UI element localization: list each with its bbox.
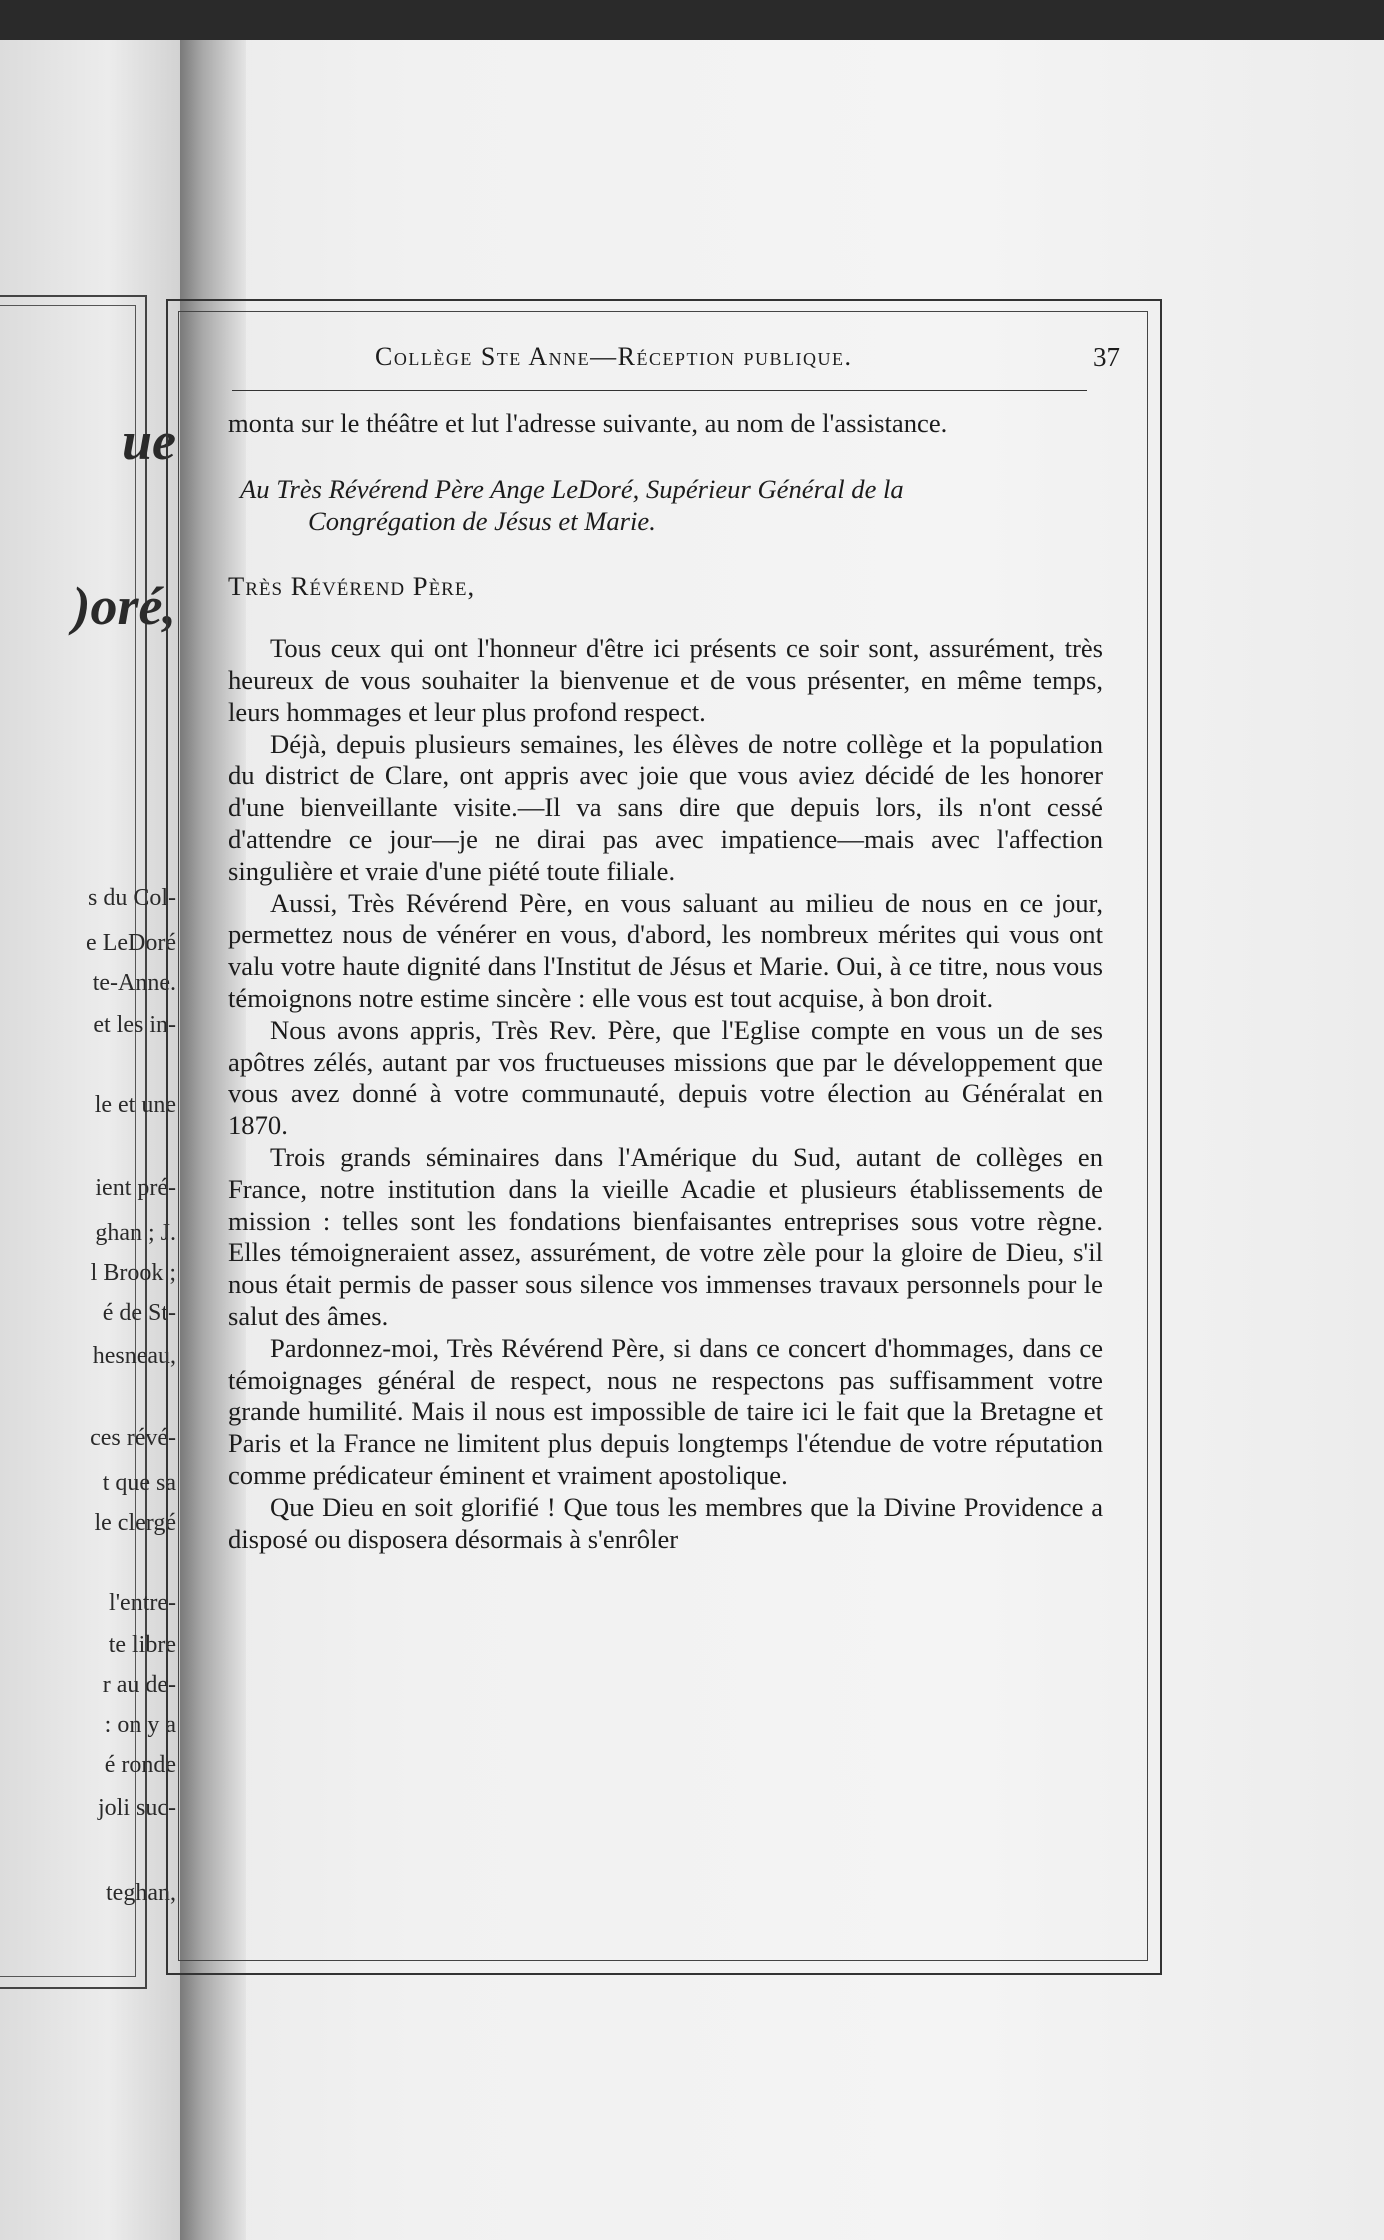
address-line-1: Au Très Révérend Père Ange LeDoré, Supérieur Général de la xyxy=(240,473,904,504)
facing-page-fragment: le clergé xyxy=(94,1510,176,1536)
facing-page-fragment: teghan, xyxy=(106,1880,176,1906)
address-line-2: Congrégation de Jésus et Marie. xyxy=(308,505,656,536)
paragraph-7: Que Dieu en soit glorifié ! Que tous les membres que la Divine Providence a disposé ou disposera désormais à s'enrôler xyxy=(228,1491,1103,1554)
facing-page-fragment: joli suc- xyxy=(98,1795,176,1821)
paragraph-6: Pardonnez-moi, Très Révérend Père, si dans ce concert d'hommages, dans ce témoignages général de respect, nous ne respectons pas suffisamment votre grande humilité. Mais il nous est impossible de taire ici le fait que la Bretagne et Paris et la France ne limitent plus depuis longtemps l'étendue de votre réputation comme prédicateur éminent et vraiment apostolique. xyxy=(228,1332,1103,1490)
facing-page-fragment: l'entre- xyxy=(109,1590,176,1616)
facing-page-fragment: s du Col- xyxy=(87,885,176,911)
facing-page-fragment: )oré, xyxy=(72,576,176,636)
facing-page-fragment: l Brook ; xyxy=(90,1260,176,1286)
running-header xyxy=(240,342,1120,382)
facing-page-fragment: ient pré- xyxy=(95,1175,176,1201)
facing-page-fragment: le et une xyxy=(94,1092,176,1118)
paragraph-4: Nous avons appris, Très Rev. Père, que l'Eglise compte en vous un de ses apôtres zélés, autant par vos fructueuses missions que par le développement que vous avez donné à votre communauté, depuis votre élection au Généralat en 1870. xyxy=(228,1014,1103,1141)
facing-page-fragment: é de St- xyxy=(102,1300,176,1326)
facing-page-fragment: : on y a xyxy=(104,1712,176,1738)
paragraph-1: Tous ceux qui ont l'honneur d'être ici présents ce soir sont, assurément, très heureux de vous souhaiter la bienvenue et de vous présenter, en même temps, leurs hommages et leur plus profond respect. xyxy=(228,633,1103,727)
facing-page-fragment: ces révé- xyxy=(90,1425,176,1451)
address-heading xyxy=(228,474,1103,538)
facing-page-fragment: ue xyxy=(122,411,176,471)
opening-paragraph: monta sur le théâtre et lut l'adresse suivante, au nom de l'assistance. xyxy=(228,408,948,438)
facing-page-fragment: r au de- xyxy=(102,1672,176,1698)
facing-page-fragment: te libre xyxy=(108,1632,176,1658)
facing-page-fragment: ghan ; J. xyxy=(95,1220,176,1246)
facing-page-fragment: et les in- xyxy=(93,1012,176,1038)
paragraph-5: Trois grands séminaires dans l'Amérique du Sud, autant de collèges en France, notre institution dans la vieille Acadie et plusieurs établissements de mission : telles sont les fondations bienfaisantes entreprises sous votre règne. Elles témoigneraient assez, assurément, de votre zèle pour la gloire de Dieu, s'il nous était permis de passer sous silence vos immenses travaux personnels pour le salut des âmes. xyxy=(228,1141,1103,1331)
header-rule xyxy=(232,390,1087,391)
page-body xyxy=(228,408,1103,1555)
facing-page-fragment: te-Anne. xyxy=(92,970,176,996)
facing-page-fragment: e LeDoré xyxy=(86,930,176,956)
paragraph-2: Déjà, depuis plusieurs semaines, les élèves de notre collège et la population du district de Clare, ont appris avec joie que vous aviez décidé de les honorer d'une bienveillante visite.—Il va sans dire que depuis lors, ils n'ont cessé d'attendre ce jour—je ne dirai pas avec impatience—mais avec l'affection singulière et vraie d'une piété toute filiale. xyxy=(228,728,1103,886)
paragraph-3: Aussi, Très Révérend Père, en vous saluant au milieu de nous en ce jour, permettez nous de vénérer en vous, d'abord, les nombreux mérites qui vous ont valu votre haute dignité dans l'Institut de Jésus et Marie. Oui, à ce titre, nous vous témoignons notre estime sincère : elle vous est tout acquise, à bon droit. xyxy=(228,887,1103,1013)
facing-page-fragment: é ronde xyxy=(104,1752,176,1778)
salutation: Très Révérend Père, xyxy=(228,571,476,602)
header-title: Collège Ste Anne—Réception publique. xyxy=(375,342,853,371)
page-number: 37 xyxy=(1093,342,1120,372)
facing-page-fragment: t que sa xyxy=(102,1470,176,1496)
facing-page-fragment: hesneau, xyxy=(92,1343,176,1369)
facing-page-edge xyxy=(0,40,180,2240)
